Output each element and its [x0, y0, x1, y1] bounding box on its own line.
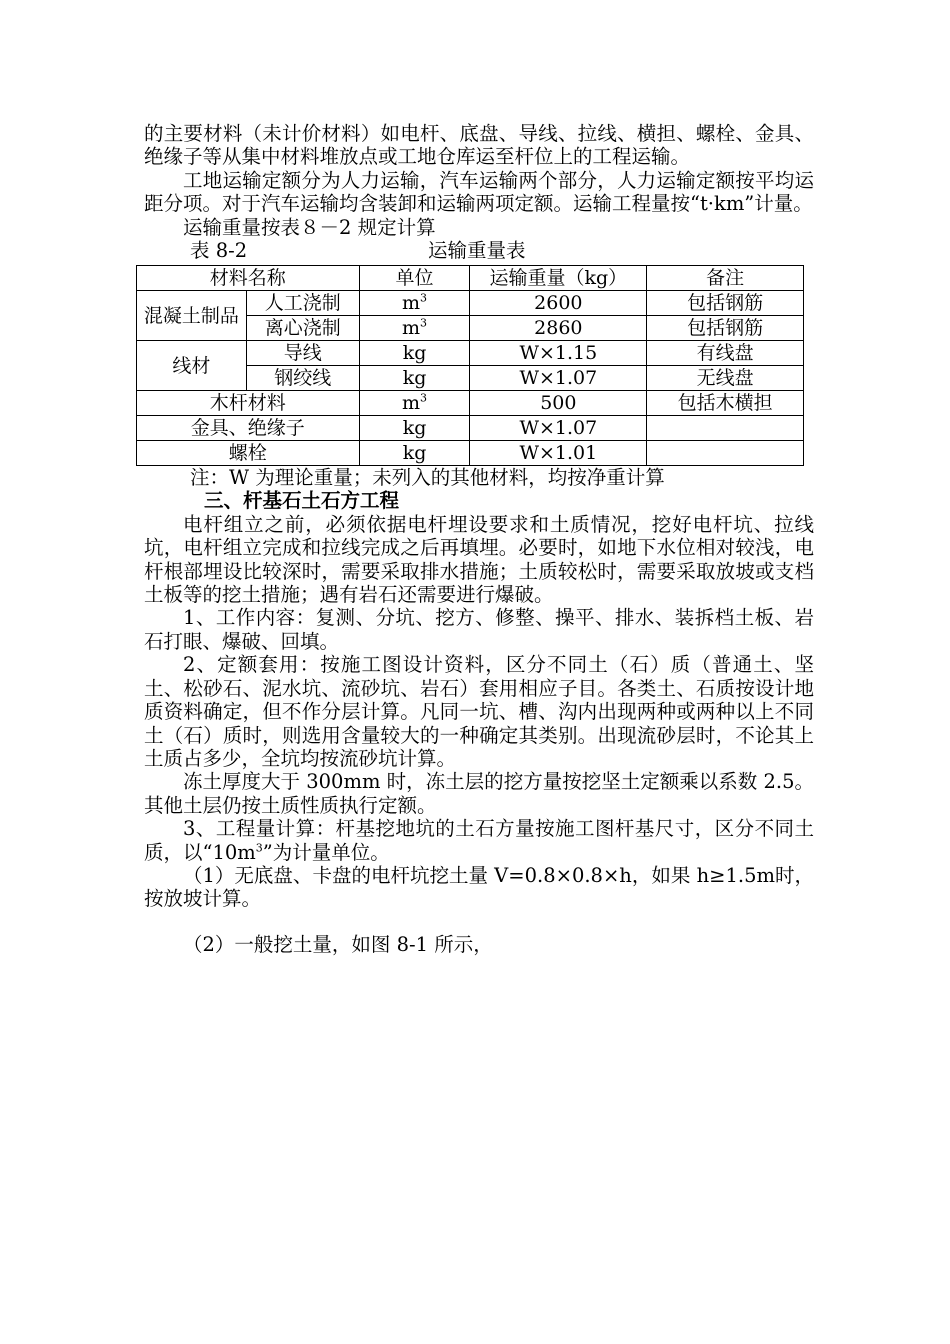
paragraph-quota-apply: 2、定额套用：按施工图设计资料，区分不同土（石）质（普通土、坚土、松砂石、泥水坑、流砂坑、岩石）套用相应子目。各类土、石质按设计地质资料确定，但不作分层计算。凡同一坑、槽、沟内出现两种或两种以上不同土（石）质时，则选用含量较大的一种确定其类别。出现流砂层时，不论其上土质占多少，全坑均按流砂坑计算。	[144, 653, 814, 770]
row-name: 人工浇制	[246, 291, 359, 316]
paragraph-weight-rule: 运输重量按表８－2 规定计算	[183, 215, 436, 239]
table-note: 注：W 为理论重量；未列入的其他材料，均按净重计算	[190, 466, 665, 490]
row-unit: $m^3$	[359, 316, 470, 341]
row-name: 导线	[246, 341, 359, 366]
row-note	[647, 416, 804, 441]
table-row	[137, 341, 804, 366]
table-row	[137, 441, 804, 466]
row-name: 螺栓	[137, 441, 360, 466]
row-note: 包括钢筋	[647, 316, 804, 341]
row-note: 无线盘	[647, 366, 804, 391]
row-weight: 2600	[470, 291, 647, 316]
paragraph-work-content: 1、工作内容：复测、分坑、挖方、修整、操平、排水、装拆档土板、岩石打眼、爆破、回填。	[144, 606, 814, 653]
paragraph-pole-pit: 电杆组立之前，必须依据电杆埋设要求和土质情况，挖好电杆坑、拉线坑，电杆组立完成和拉线完成之后再填埋。必要时，如地下水位相对较浅，电杆根部埋设比较深时，需要采取排水措施；土质较松时，需要采取放坡或支档土板等的挖土措施；遇有岩石还需要进行爆破。	[144, 512, 814, 607]
header-weight: 运输重量（kg）	[470, 266, 647, 291]
row-name: 金具、绝缘子	[137, 416, 360, 441]
row-note: 有线盘	[647, 341, 804, 366]
row-unit: $m^3$	[359, 391, 470, 416]
paragraph-item-2: （2）一般挖土量，如图 8-1 所示，	[183, 932, 493, 956]
paragraph-quantity-calc: 3、工程量计算：杆基挖地坑的土石方量按施工图杆基尺寸，区分不同土质，以“$10m^3$”为计量单位。	[144, 817, 814, 864]
row-name: 钢绞线	[246, 366, 359, 391]
row-weight: W×1.15	[470, 341, 647, 366]
header-unit: 单位	[359, 266, 470, 291]
row-unit: kg	[359, 416, 470, 441]
row-unit: kg	[359, 341, 470, 366]
row-weight: 2860	[470, 316, 647, 341]
document-page	[144, 122, 814, 956]
row-note: 包括钢筋	[647, 291, 804, 316]
row-weight: 500	[470, 391, 647, 416]
transport-weight-table	[136, 265, 804, 466]
table-row	[137, 391, 804, 416]
paragraph-transport-quota: 工地运输定额分为人力运输，汽车运输两个部分，人力运输定额按平均运距分项。对于汽车运输均含装卸和运输两项定额。运输工程量按“t·km”计量。	[144, 168, 814, 216]
row-note	[647, 441, 804, 466]
table-title: 运输重量表	[428, 239, 526, 263]
header-material: 材料名称	[137, 266, 360, 291]
paragraph-materials: 的主要材料（未计价材料）如电杆、底盘、导线、拉线、横担、螺栓、金具、绝缘子等从集中材料堆放点或工地仓库运至杆位上的工程运输。	[144, 122, 814, 169]
table-caption	[144, 239, 814, 263]
table-row	[137, 416, 804, 441]
row-unit: $m^3$	[359, 291, 470, 316]
row-name: 木杆材料	[137, 391, 360, 416]
section-heading: 三、杆基石土石方工程	[204, 489, 400, 513]
paragraph-frozen-soil: 冻土厚度大于 300mm 时，冻土层的挖方量按挖坚土定额乘以系数 2.5。其他土层仍按土质性质执行定额。	[144, 770, 814, 817]
paragraph-item-1: （1）无底盘、卡盘的电杆坑挖土量 V=0.8×0.8×h，如果 h≥1.5m时，按放坡计算。	[144, 863, 814, 911]
table-row	[137, 291, 804, 316]
group-wire: 线材	[137, 341, 247, 391]
row-weight: W×1.07	[470, 416, 647, 441]
row-weight: W×1.07	[470, 366, 647, 391]
row-name: 离心浇制	[246, 316, 359, 341]
row-unit: kg	[359, 441, 470, 466]
header-note: 备注	[647, 266, 804, 291]
group-concrete: 混凝土制品	[137, 291, 247, 341]
row-unit: kg	[359, 366, 470, 391]
row-note: 包括木横担	[647, 391, 804, 416]
row-weight: W×1.01	[470, 441, 647, 466]
table-number: 表 8-2	[190, 239, 248, 263]
table-header-row	[137, 266, 804, 291]
